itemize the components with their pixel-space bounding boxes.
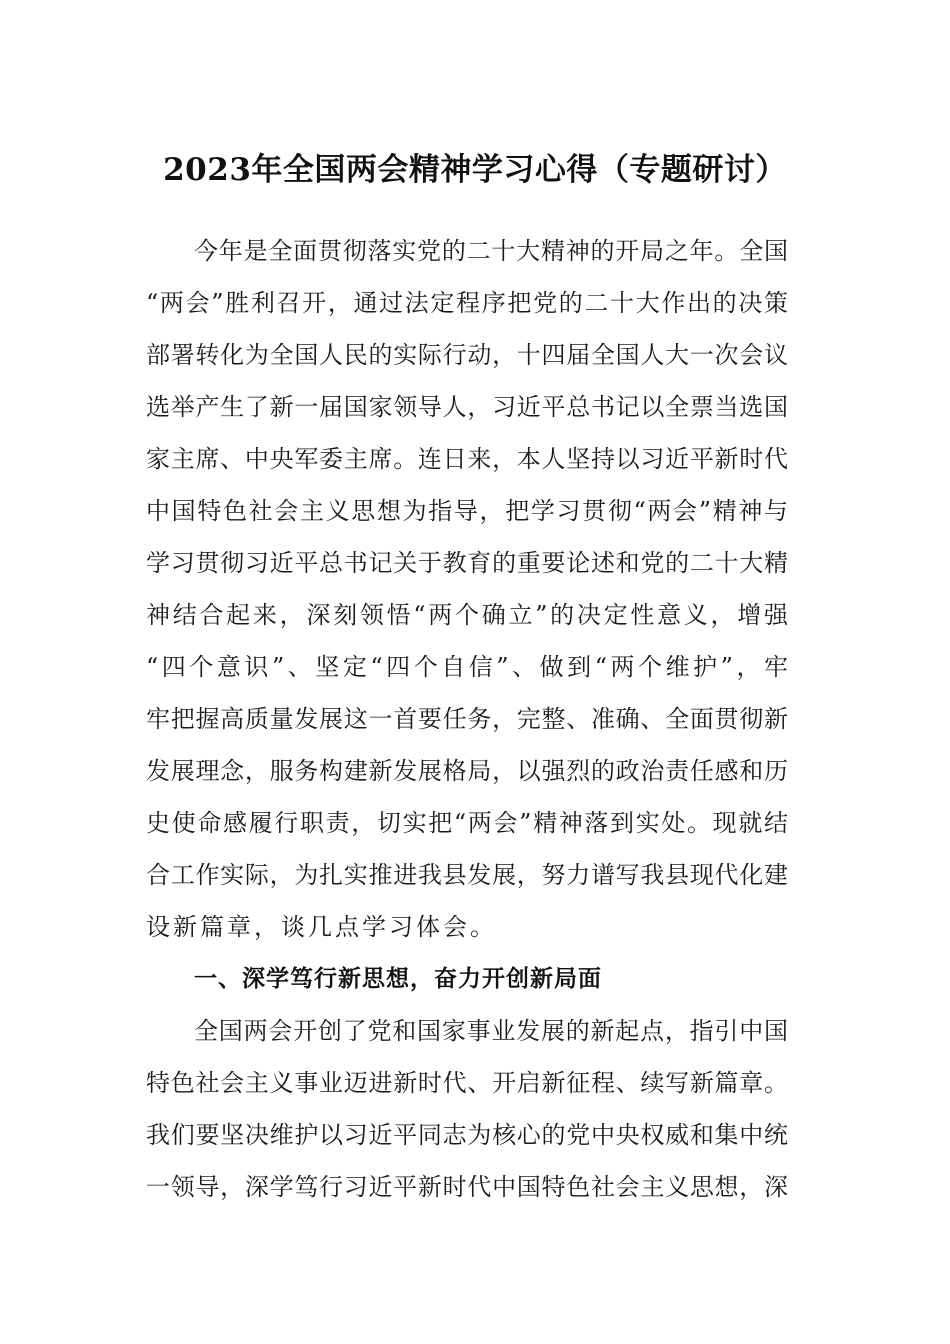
paragraph-line: 中国特色社会主义思想为指导，把学习贯彻“两会”精神与	[146, 497, 788, 525]
paragraph-line: 一领导，深学笃行习近平新时代中国特色社会主义思想，深	[146, 1173, 788, 1201]
paragraph-line: 学习贯彻习近平总书记关于教育的重要论述和党的二十大精	[146, 549, 788, 577]
paragraph-line: 家主席、中央军委主席。连日来，本人坚持以习近平新时代	[146, 445, 788, 473]
paragraph-line: 选举产生了新一届国家领导人，习近平总书记以全票当选国	[146, 393, 788, 421]
paragraph-line: 部署转化为全国人民的实际行动，十四届全国人大一次会议	[146, 341, 788, 369]
paragraph-line: 史使命感履行职责，切实把“两会”精神落到实处。现就结	[146, 809, 788, 837]
paragraph-line: 今年是全面贯彻落实党的二十大精神的开局之年。全国	[194, 237, 788, 265]
paragraph-line: 合工作实际，为扎实推进我县发展，努力谱写我县现代化建	[146, 861, 788, 889]
paragraph-line: 我们要坚决维护以习近平同志为核心的党中央权威和集中统	[146, 1121, 788, 1149]
paragraph-line: 牢把握高质量发展这一首要任务，完整、准确、全面贯彻新	[146, 705, 788, 733]
paragraph-line: 神结合起来，深刻领悟“两个确立”的决定性意义，增强	[146, 601, 788, 629]
section-heading: 一、深学笃行新思想，奋力开创新局面	[194, 966, 602, 992]
document-title: 2023年全国两会精神学习心得（专题研讨）	[163, 152, 787, 188]
paragraph-line: “两会”胜利召开，通过法定程序把党的二十大作出的决策	[146, 289, 788, 317]
paragraph-line: 全国两会开创了党和国家事业发展的新起点，指引中国	[194, 1017, 788, 1045]
paragraph-line: 发展理念，服务构建新发展格局，以强烈的政治责任感和历	[146, 757, 788, 785]
paragraph-line: “四个意识”、坚定“四个自信”、做到“两个维护”，牢	[146, 653, 788, 681]
paragraph-line: 特色社会主义事业迈进新时代、开启新征程、续写新篇章。	[146, 1069, 788, 1097]
paragraph-line: 设新篇章，谈几点学习体会。	[146, 913, 497, 941]
